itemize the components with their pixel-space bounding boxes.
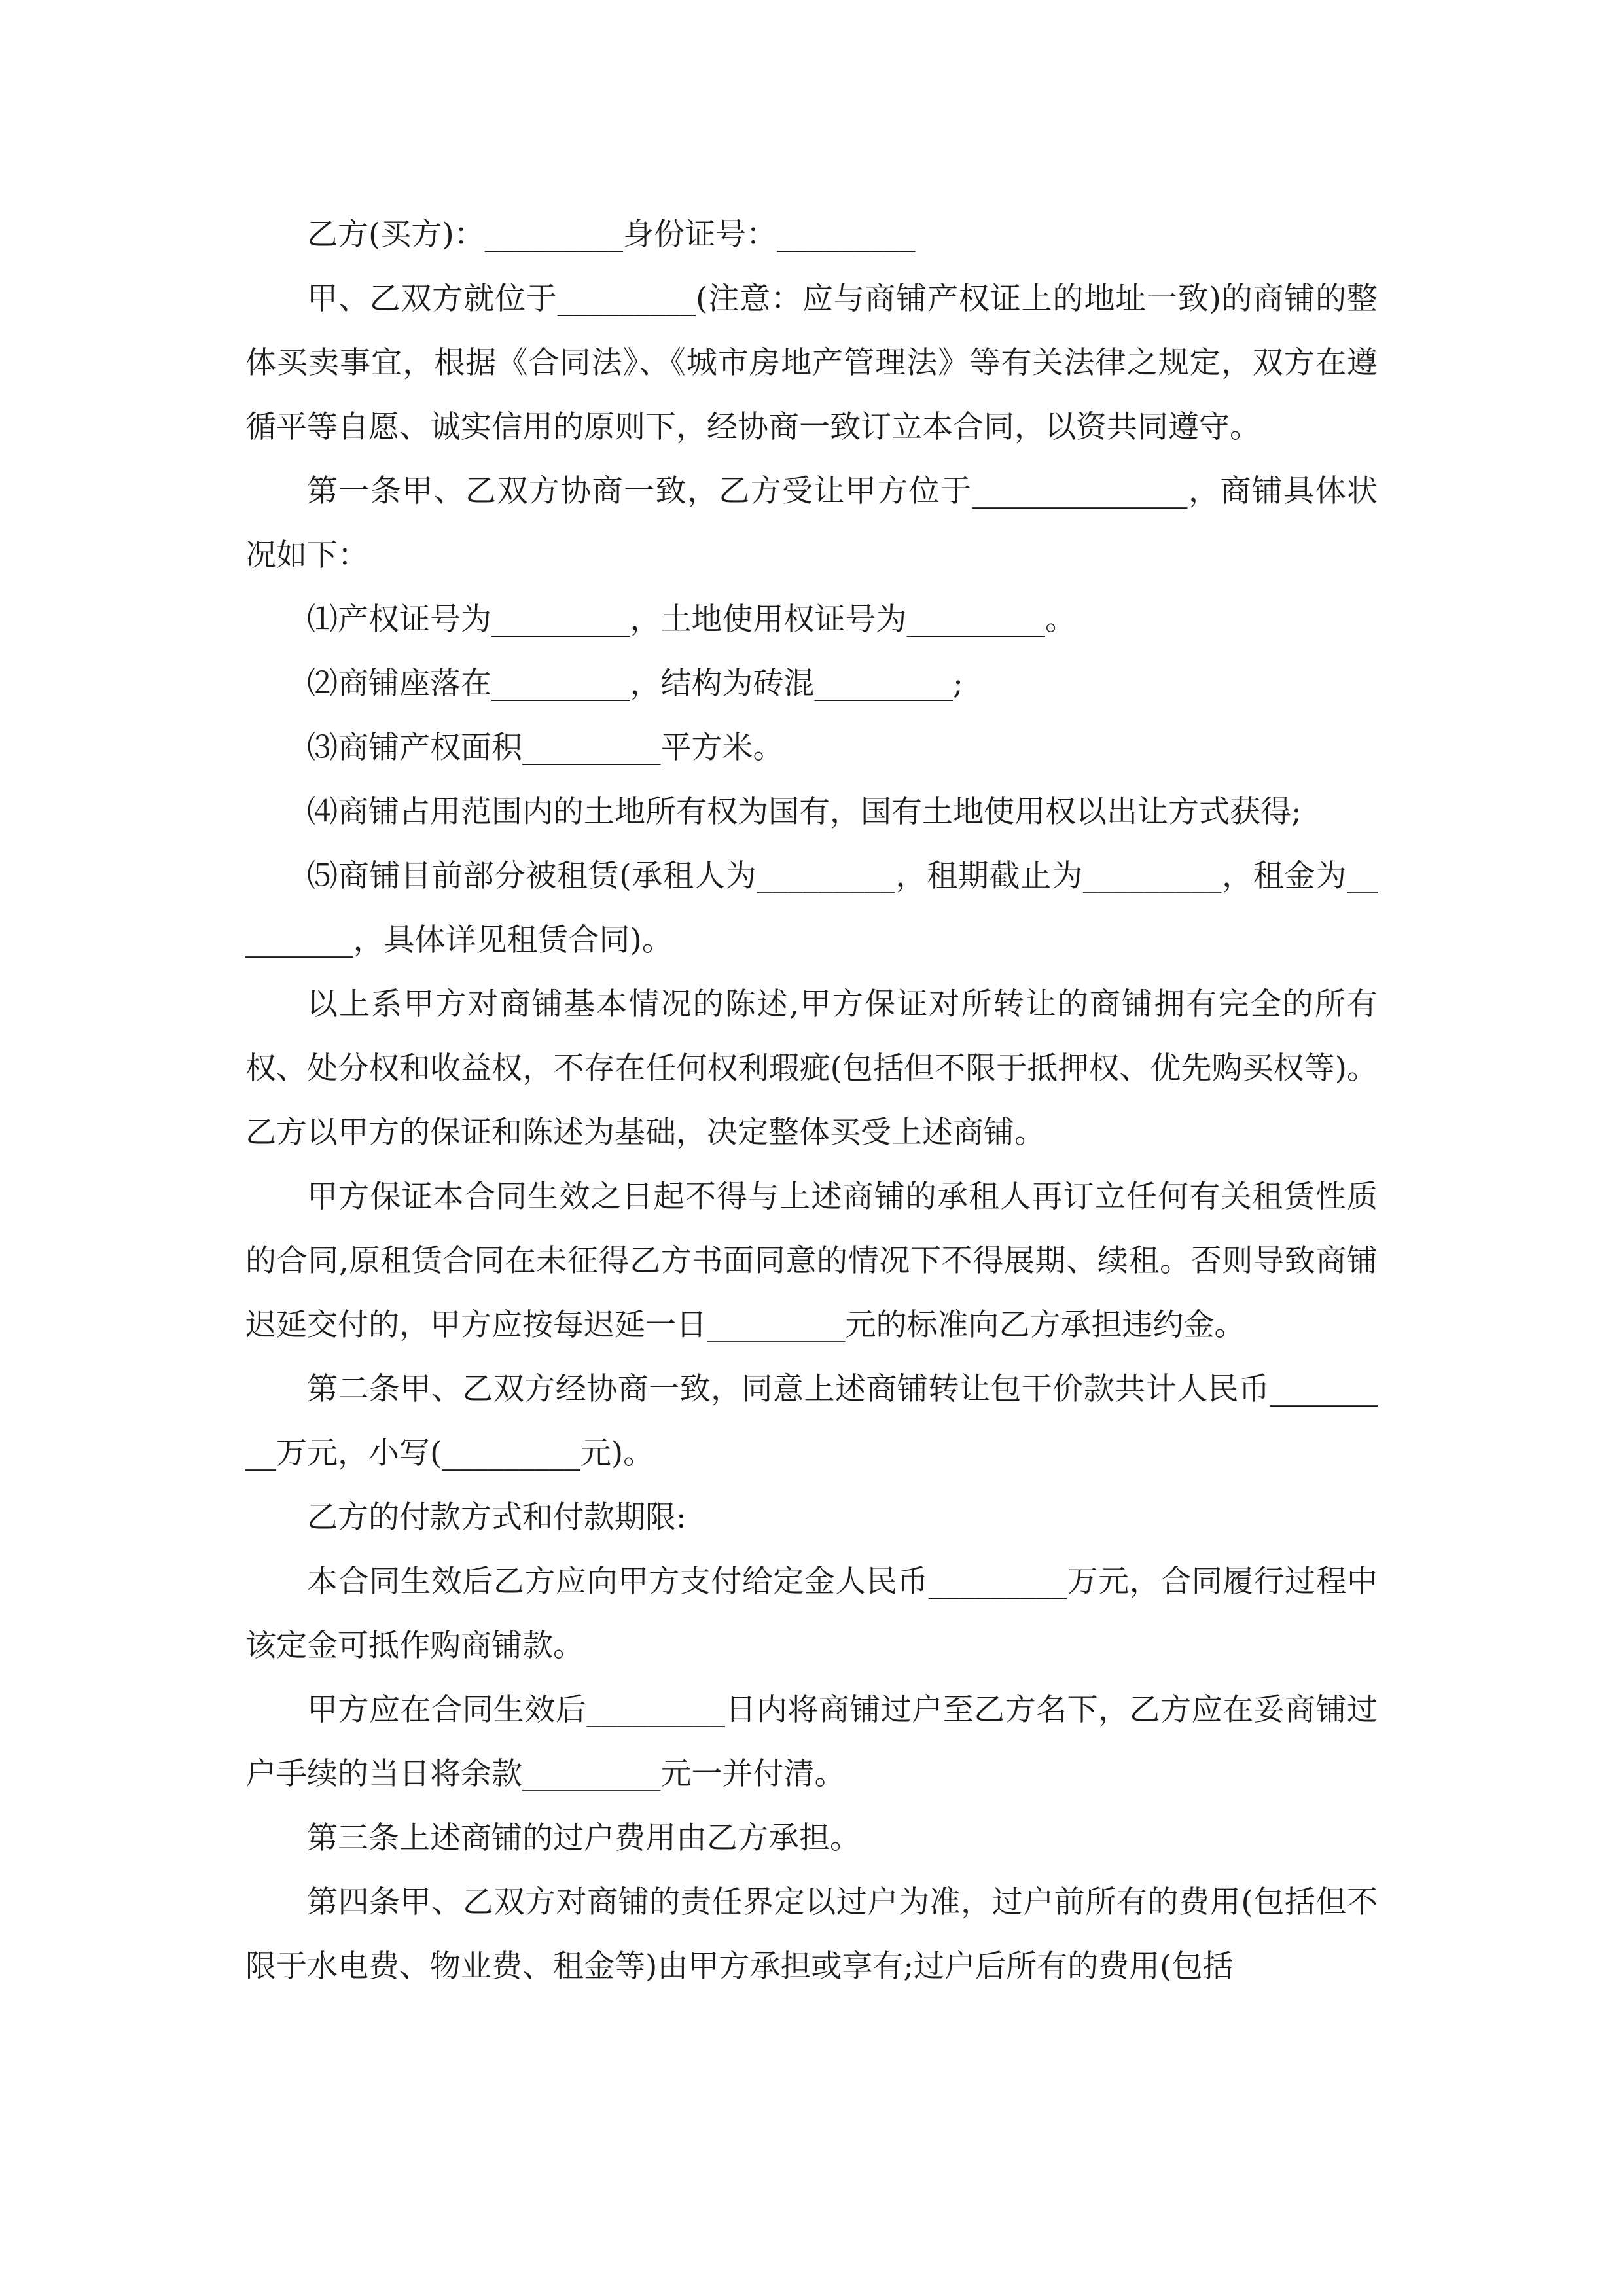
deposit-paragraph: 本合同生效后乙方应向甲方支付给定金人民币_________万元，合同履行过程中该定金可抵作购商铺款。 bbox=[245, 1564, 1378, 1664]
item-3-paragraph: ⑶商铺产权面积_________平方米。 bbox=[307, 730, 784, 766]
preamble-paragraph: 甲、乙双方就位于_________(注意：应与商铺产权证上的地址一致)的商铺的整体买卖事宜，根据《合同法》、《城市房地产管理法》等有关法律之规定，双方在遵循平等自愿、诚实信用的原则下，经协商一致订立本合同，以资共同遵守。 bbox=[245, 281, 1378, 445]
item-2-paragraph: ⑵商铺座落在_________，结构为砖混_________; bbox=[307, 666, 963, 702]
transfer-paragraph: 甲方应在合同生效后_________日内将商铺过户至乙方名下，乙方应在妥商铺过户手续的当日将余款_________元一并付清。 bbox=[245, 1692, 1378, 1792]
lease-guarantee-paragraph: 甲方保证本合同生效之日起不得与上述商铺的承租人再订立任何有关租赁性质的合同,原租赁合同在未征得乙方书面同意的情况下不得展期、续租。否则导致商铺迟延交付的，甲方应按每迟延一日_________元的标准向乙方承担违约金。 bbox=[245, 1179, 1378, 1343]
item-1-paragraph: ⑴产权证号为_________，土地使用权证号为_________。 bbox=[307, 601, 1076, 637]
party-b-line: 乙方(买方)：_________身份证号：_________ bbox=[307, 217, 916, 253]
article-1-paragraph: 第一条甲、乙双方协商一致，乙方受让甲方位于______________，商铺具体状况如下： bbox=[245, 473, 1378, 573]
article-3-paragraph: 第三条上述商铺的过户费用由乙方承担。 bbox=[307, 1820, 861, 1856]
item-4-paragraph: ⑷商铺占用范围内的土地所有权为国有，国有土地使用权以出让方式获得; bbox=[307, 794, 1302, 830]
payment-terms-heading: 乙方的付款方式和付款期限: bbox=[307, 1499, 687, 1535]
warranty-paragraph: 以上系甲方对商铺基本情况的陈述,甲方保证对所转让的商铺拥有完全的所有权、处分权和收益权，不存在任何权利瑕疵(包括但不限于抵押权、优先购买权等)。乙方以甲方的保证和陈述为基础，决定整体买受上述商铺。 bbox=[245, 986, 1378, 1151]
article-2-paragraph: 第二条甲、乙双方经协商一致，同意上述商铺转让包干价款共计人民币_________万元，小写(_________元)。 bbox=[245, 1371, 1378, 1471]
contract-body bbox=[245, 203, 1378, 1999]
article-4-paragraph: 第四条甲、乙双方对商铺的责任界定以过户为准，过户前所有的费用(包括但不限于水电费、物业费、租金等)由甲方承担或享有;过户后所有的费用(包括 bbox=[245, 1884, 1378, 1984]
item-5-paragraph: ⑸商铺目前部分被租赁(承租人为_________，租期截止为_________，租金为_________，具体详见租赁合同)。 bbox=[245, 858, 1378, 958]
